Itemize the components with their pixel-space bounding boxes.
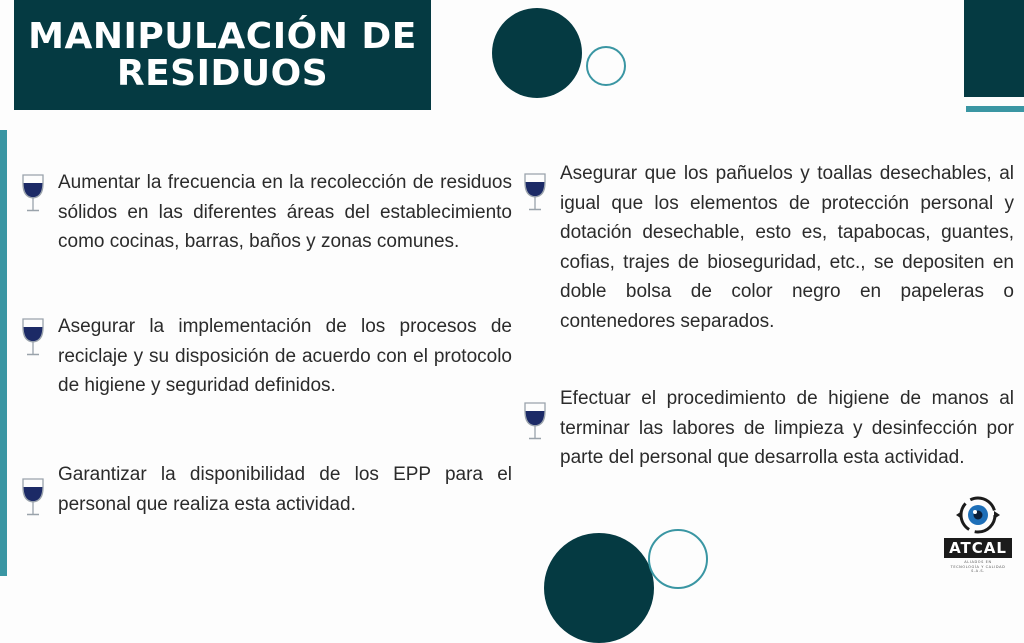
corner-block [964, 0, 1024, 97]
title-line-2: RESIDUOS [116, 53, 329, 94]
eye-logo-icon [944, 494, 1012, 536]
bullet-item [20, 168, 512, 288]
bullet-item [20, 460, 512, 520]
bottom-decorative-ring [648, 529, 708, 589]
atcal-logo [944, 494, 1012, 572]
wine-glass-icon [20, 172, 46, 214]
title-line-1: MANIPULACIÓN DE [28, 16, 417, 57]
bullet-item [522, 384, 1014, 504]
left-accent-bar [0, 130, 7, 576]
wine-glass-icon [522, 171, 548, 213]
bullet-text: Asegurar que los pañuelos y toallas desechables, al igual que los elementos de protección personal y dotación desechable, esto es, tapabocas, guantes, cofias, trajes de bioseguridad, etc., se depositen en doble bolsa de color negro en papeleras o contenedores separados. [560, 163, 1014, 332]
bullet-text: Asegurar la implementación de los procesos de reciclaje y su disposición de acuerdo con el protocolo de higiene y seguridad definidos. [58, 316, 512, 396]
page-title [14, 0, 431, 110]
wine-glass-icon [522, 400, 548, 442]
bullet-text: Efectuar el procedimiento de higiene de manos al terminar las labores de limpieza y desinfección por parte del personal que desarrolla esta actividad. [560, 388, 1014, 468]
bullet-text: Aumentar la frecuencia en la recolección de residuos sólidos en las diferentes áreas del establecimiento como cocinas, barras, baños y zonas comunes. [58, 172, 512, 252]
decorative-circle [492, 8, 582, 98]
decorative-ring [586, 46, 626, 86]
logo-tagline: TECNOLOGÍA Y CALIDAD S.A.S. [950, 565, 1006, 573]
bullet-item [20, 312, 512, 402]
wine-glass-icon [20, 316, 46, 358]
wine-glass-icon [20, 476, 46, 518]
bullet-text: Garantizar la disponibilidad de los EPP para el personal que realiza esta actividad. [58, 464, 512, 515]
logo-wordmark: ATCAL [944, 538, 1012, 558]
bullet-item [522, 159, 1014, 339]
bottom-decorative-circle [544, 533, 654, 643]
corner-accent-line [966, 106, 1024, 112]
logo-tagline: ALIADOS EN [964, 560, 992, 564]
